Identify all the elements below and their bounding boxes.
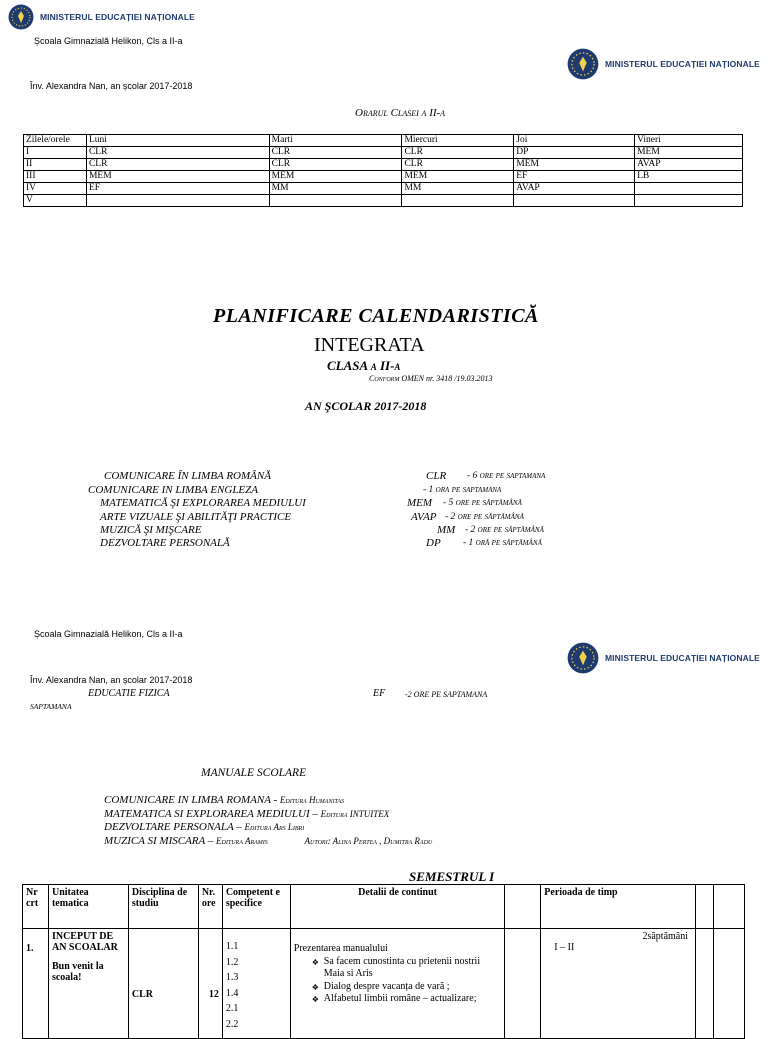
manuals-title: MANUALE SCOLARE <box>201 767 307 779</box>
ministry-crest-icon <box>567 48 599 80</box>
schedule-cell: MEM <box>86 171 269 183</box>
subject-hours-0: - 6 ore pe saptamana <box>467 471 546 481</box>
row-period-range: I – II <box>554 942 575 953</box>
manual-publisher: Editura Ars Libri <box>244 822 305 832</box>
col-unit: Unitatea tematica <box>48 885 128 929</box>
schedule-header-cell: Vineri <box>635 135 743 147</box>
manual-authors: Autori: Alina Pertea , Dumitra Radu <box>304 835 433 846</box>
subject-code-5: DP <box>426 537 441 549</box>
comp-item: 1.1 <box>225 941 239 952</box>
detail-item: ❖ Alfabetul limbii române – actualizare; <box>324 993 502 1006</box>
schedule-header-cell: Marti <box>269 135 402 147</box>
manual-subject: DEZVOLTARE PERSONALA – <box>104 821 242 833</box>
row-hours: 12 <box>198 929 222 1039</box>
col-comp: Competent e specifice <box>222 885 290 929</box>
col-nr: Nr crt <box>23 885 49 929</box>
school-line-2: Școala Gimnazială Helikon, Cls a II-a <box>34 629 183 639</box>
subject-code-2: MEM <box>407 497 433 509</box>
col-period: Perioada de timp <box>541 885 696 929</box>
manuals-list <box>104 794 432 848</box>
semester-title: SEMESTRUL I <box>409 869 495 884</box>
col-empty-3 <box>713 885 744 929</box>
schedule-cell: CLR <box>402 147 514 159</box>
detail-list <box>306 956 502 1006</box>
schedule-cell: MM <box>402 183 514 195</box>
schedule-cell: II <box>24 159 87 171</box>
subject-hours-4: - 2 ore pe săptămână <box>465 525 544 535</box>
manual-line-1 <box>104 808 432 822</box>
school-line-1: Școala Gimnazială Helikon, Cls a II-a <box>34 36 183 46</box>
schedule-cell <box>635 183 743 195</box>
schedule-table <box>23 134 743 207</box>
schedule-cell: CLR <box>86 147 269 159</box>
semester-table <box>22 884 745 1039</box>
table-row <box>24 147 743 159</box>
omen-ref: OMEN nr. 3418 /19.03.2013 <box>401 374 493 383</box>
schedule-cell: DP <box>514 147 635 159</box>
row-disc: CLR <box>128 929 198 1039</box>
table-row <box>24 195 743 207</box>
col-empty-2 <box>696 885 714 929</box>
conform-label: Conform <box>369 374 400 383</box>
unit-title: INCEPUT DE AN SCOALAR <box>51 931 118 953</box>
class-line <box>327 358 400 374</box>
schedule-cell: MEM <box>514 159 635 171</box>
schedule-cell: MM <box>269 183 402 195</box>
ministry-logo-page2 <box>567 642 760 674</box>
ministry-crest-icon <box>8 4 34 30</box>
ef-name: EDUCATIE FIZICA <box>88 688 170 699</box>
manual-line-3 <box>104 835 432 849</box>
comp-item: 1.3 <box>225 972 239 983</box>
row-comps <box>222 929 290 1039</box>
row-empty-1 <box>505 929 541 1039</box>
schedule-header-cell: Miercuri <box>402 135 514 147</box>
comp-item: 1.4 <box>225 987 239 999</box>
row-nr: 1. <box>23 929 49 1039</box>
row-empty-3 <box>713 929 744 1039</box>
schedule-header-cell: Joi <box>514 135 635 147</box>
ministry-logo-top-left <box>8 4 195 30</box>
schedule-cell: CLR <box>269 147 402 159</box>
row-details <box>290 929 505 1039</box>
subject-name-5: DEZVOLTARE PERSONALĂ <box>100 537 230 549</box>
table-row <box>24 159 743 171</box>
teacher-line-1: Înv. Alexandra Nan, an școlar 2017-2018 <box>30 81 193 91</box>
comp-item: 2.1 <box>225 1003 239 1014</box>
schedule-cell: EF <box>86 183 269 195</box>
doc-title: PLANIFICARE CALENDARISTICĂ <box>213 305 539 327</box>
detail-item: ❖ Sa facem cunostinta cu prietenii nostrii Maia si Aris <box>324 956 502 981</box>
row-unit <box>48 929 128 1039</box>
schedule-cell <box>514 195 635 207</box>
subject-hours-3: - 2 ore pe săptămână <box>445 512 524 522</box>
subject-name-3: ARTE VIZUALE ŞI ABILITĂŢI PRACTICE <box>100 511 292 523</box>
doc-subtitle: INTEGRATA <box>314 334 425 356</box>
schedule-cell: V <box>24 195 87 207</box>
subject-name-2: MATEMATICĂ ŞI EXPLORAREA MEDIULUI <box>100 497 306 509</box>
manual-subject: COMUNICARE IN LIMBA ROMANA - <box>104 794 278 806</box>
schedule-cell: AVAP <box>635 159 743 171</box>
comp-item: 2.2 <box>225 1018 239 1030</box>
schedule-cell: III <box>24 171 87 183</box>
subject-hours-5: - 1 oră pe săptămână <box>463 538 542 548</box>
ministry-logo-text: MINISTERUL EDUCAȚIEI NAȚIONALE <box>605 59 760 69</box>
schedule-header-cell: Luni <box>86 135 269 147</box>
manual-subject: MATEMATICA SI EXPLORAREA MEDIULUI – <box>104 807 318 820</box>
subject-hours-2: - 5 ore pe săptămână <box>443 498 522 508</box>
ministry-logo-text: MINISTERUL EDUCAȚIEI NAȚIONALE <box>605 653 760 663</box>
subject-code-0: CLR <box>426 470 447 482</box>
subject-name-1: COMUNICARE IN LIMBA ENGLEZA <box>88 484 258 496</box>
table-row <box>24 183 743 195</box>
schedule-cell: MEM <box>402 171 514 183</box>
conform-line <box>369 374 492 383</box>
table-row <box>24 171 743 183</box>
manual-subject: MUZICA SI MISCARA – <box>104 834 214 847</box>
schedule-cell <box>402 195 514 207</box>
manual-publisher: Editura INTUITEX <box>320 808 390 819</box>
schedule-cell: I <box>24 147 87 159</box>
detail-item: ❖ Dialog despre vacanța de vară ; <box>324 981 502 994</box>
subject-name-4: MUZICĂ ŞI MIŞCARE <box>100 524 202 536</box>
schedule-cell: MEM <box>635 147 743 159</box>
schedule-cell <box>269 195 402 207</box>
subject-code-4: MM <box>437 524 456 536</box>
ef-wrap: SAPTAMANA <box>30 702 72 711</box>
col-disc: Disciplina de studiu <box>128 885 198 929</box>
col-hours: Nr. ore <box>198 885 222 929</box>
class-suffix: a II-a <box>370 358 401 373</box>
manual-publisher: Editura Aramis <box>216 835 268 846</box>
schedule-cell: LB <box>635 171 743 183</box>
school-year: AN ŞCOLAR 2017-2018 <box>305 399 427 413</box>
manual-publisher: Editura Humanitas <box>279 795 345 805</box>
schedule-cell <box>635 195 743 207</box>
col-empty-1 <box>505 885 541 929</box>
schedule-cell: CLR <box>402 159 514 171</box>
schedule-header-row <box>24 135 743 147</box>
teacher-line-2: Înv. Alexandra Nan, an școlar 2017-2018 <box>30 675 193 685</box>
class-label: CLASA <box>327 358 368 373</box>
row-period <box>541 929 696 1039</box>
ministry-logo-right <box>567 48 760 80</box>
col-details: Detalii de continut <box>290 885 505 929</box>
ef-code: EF <box>373 688 386 699</box>
ef-hours: -2 ORE PE SAPTAMANA <box>405 690 488 699</box>
schedule-cell: EF <box>514 171 635 183</box>
subject-hours-1: - 1 ora pe saptamana <box>423 485 502 495</box>
subject-code-3: AVAP <box>411 511 437 523</box>
detail-intro: Prezentarea manualului <box>293 943 388 954</box>
schedule-cell: CLR <box>269 159 402 171</box>
row-weeks: 2săptămâni <box>642 931 689 942</box>
table-row <box>23 929 745 1039</box>
subject-name-0: COMUNICARE ÎN LIMBA ROMÂNĂ <box>104 470 271 482</box>
manual-line-2 <box>104 821 432 835</box>
comp-item: 1.2 <box>225 956 239 968</box>
schedule-cell: MEM <box>269 171 402 183</box>
ministry-logo-text: MINISTERUL EDUCAȚIEI NAȚIONALE <box>40 12 195 22</box>
schedule-cell: AVAP <box>514 183 635 195</box>
schedule-cell: IV <box>24 183 87 195</box>
schedule-cell <box>86 195 269 207</box>
schedule-header-cell: Zilele/orele <box>24 135 87 147</box>
manual-line-0 <box>104 794 432 808</box>
schedule-cell: CLR <box>86 159 269 171</box>
unit-subtitle: Bun venit la scoala! <box>51 961 104 983</box>
schedule-title: Orarul Clasei a II-a <box>355 107 446 119</box>
ministry-crest-icon <box>567 642 599 674</box>
row-empty-2 <box>696 929 714 1039</box>
